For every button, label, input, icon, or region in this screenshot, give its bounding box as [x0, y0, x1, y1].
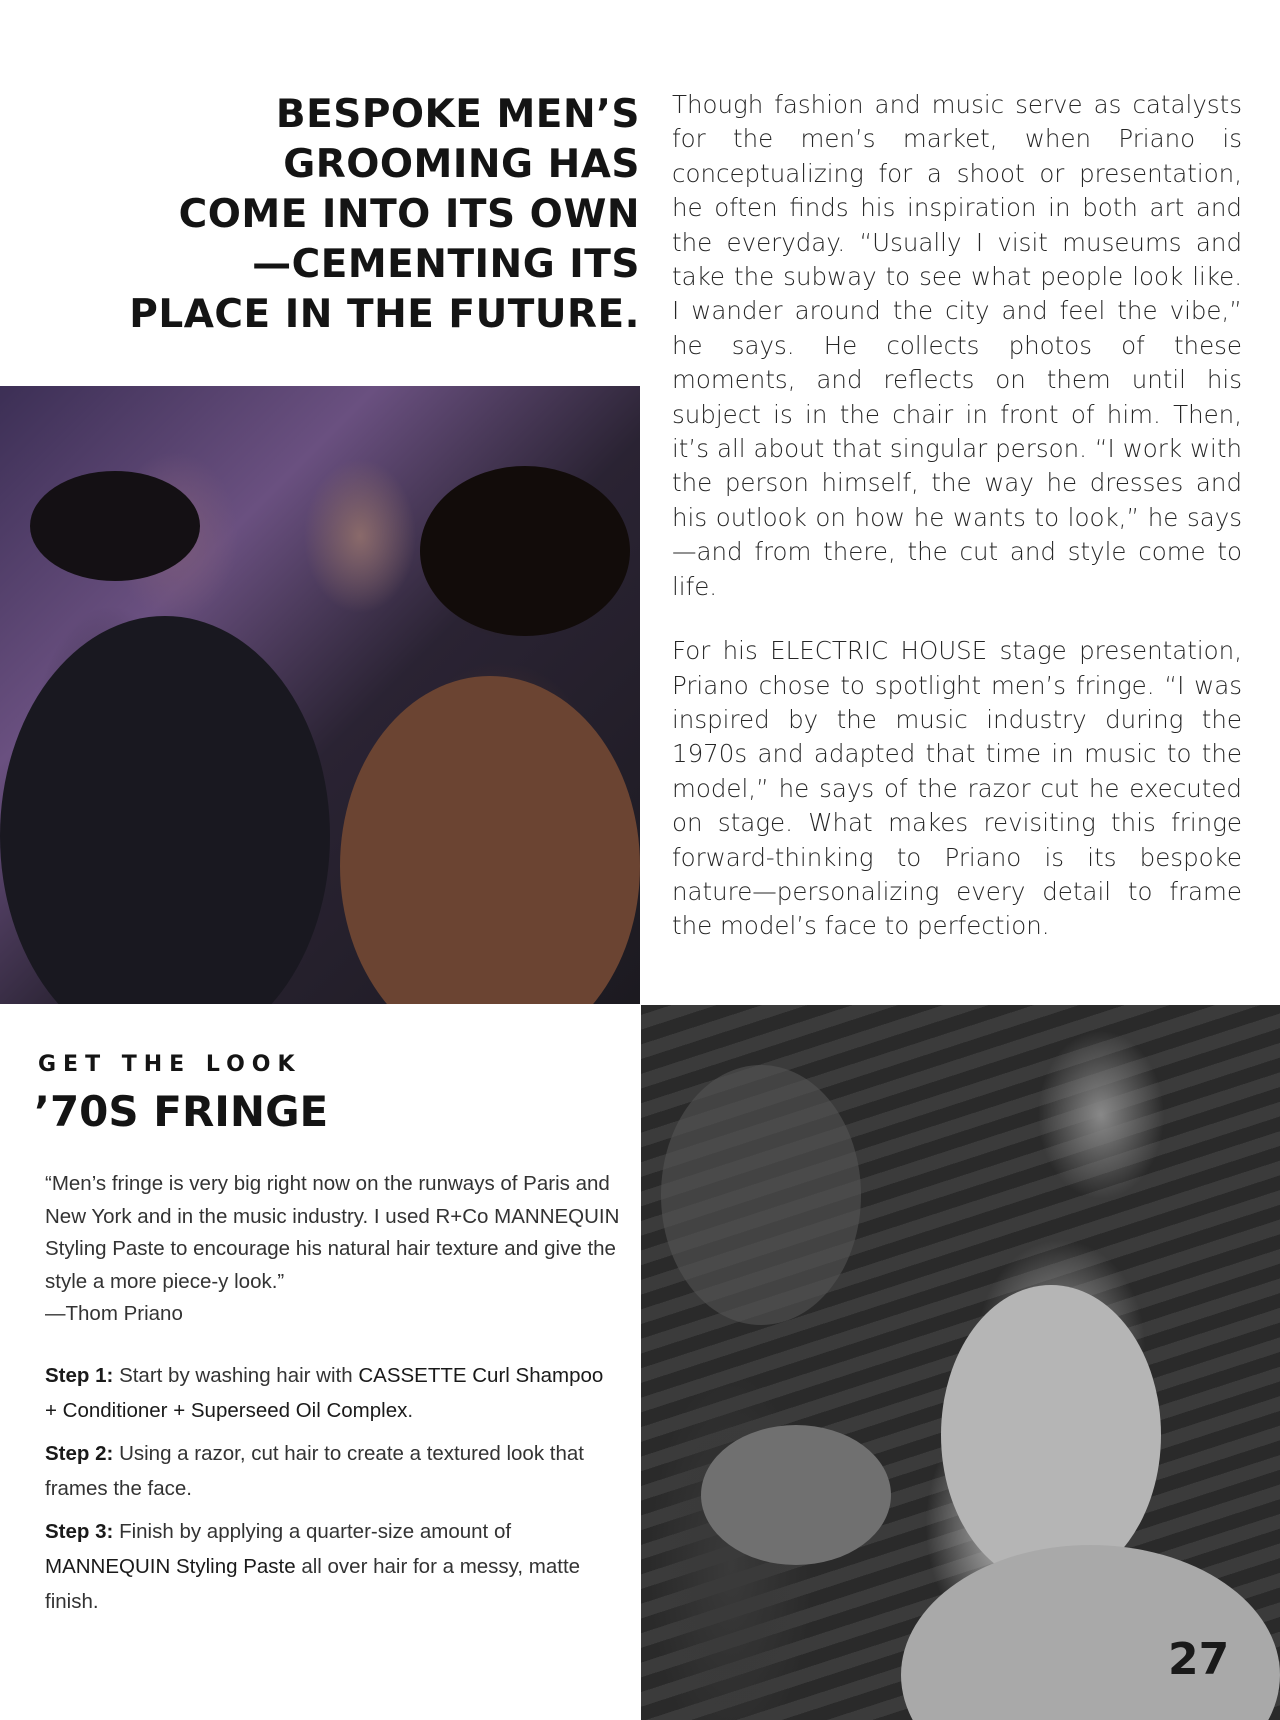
headline-line: COME INTO ITS OWN	[178, 192, 640, 237]
stylist-cutting-fringe-photo	[641, 1005, 1280, 1720]
step-label: Step 2:	[45, 1442, 114, 1465]
headline-line: —CEMENTING ITS	[252, 242, 640, 287]
headline-line: PLACE IN THE FUTURE.	[129, 292, 640, 337]
step-label: Step 3:	[45, 1520, 114, 1543]
headline-line: BESPOKE MEN’S	[275, 92, 640, 137]
model-face-figure	[941, 1285, 1161, 1585]
get-the-look-kicker: GET THE LOOK	[38, 1052, 302, 1077]
quote-attribution: —Thom Priano	[45, 1302, 183, 1326]
stylist-hand-figure	[701, 1425, 891, 1565]
blurred-background-figure	[661, 1065, 861, 1325]
step-product: MANNEQUIN Styling Paste	[45, 1555, 296, 1578]
article-body	[672, 88, 1242, 974]
model-hair-figure	[420, 466, 630, 636]
steps-list	[45, 1358, 615, 1627]
model-shoulders-figure	[901, 1545, 1280, 1720]
step-product: CASSETTE Curl Shampoo + Conditioner + Superseed Oil Complex	[45, 1364, 604, 1422]
headline-line: GROOMING HAS	[283, 142, 640, 187]
step-text: Finish by applying a quarter-size amount of	[119, 1520, 512, 1543]
stylist-spraying-model-photo	[0, 386, 640, 1004]
model-torso-figure	[340, 676, 640, 1004]
step-item	[45, 1436, 615, 1506]
headline	[120, 90, 640, 340]
quote-text: “Men’s fringe is very big right now on the runways of Paris and New York and in the music industry. I used R+Co MANNEQUIN Styling Paste to encourage his natural hair texture and give the style a more piece-y look.”	[45, 1172, 620, 1293]
look-title: ’70S FRINGE	[34, 1087, 329, 1136]
article-paragraph: For his ELECTRIC HOUSE stage presentation, Priano chose to spotlight men’s fringe. “I was inspired by the music industry during the 1970s and adapted that time in music to the model,” he says of the razor cut he executed on stage. What makes revisiting this fringe forward-thinking to Priano is its bespoke nature—personalizing every detail to frame the model’s face to perfection.	[672, 636, 1242, 941]
stylist-hat-figure	[30, 471, 200, 581]
step-item	[45, 1358, 615, 1428]
stylist-quote	[45, 1168, 625, 1331]
step-item	[45, 1514, 615, 1619]
step-text: Using a razor, cut hair to create a textured look that frames the face.	[45, 1442, 584, 1500]
step-label: Step 1:	[45, 1364, 114, 1387]
article-paragraph: Though fashion and music serve as catalysts for the men’s market, when Priano is conceptualizing for a shoot or presentation, he often finds his inspiration in both art and the everyday. “Usually I visit museums and take the subway to see what people look like. I wander around the city and feel the vibe,” he says. He collects photos of these moments, and reflects on them until his subject is in the chair in front of him. Then, it’s all about that singular person. “I work with the person himself, the way he dresses and his outlook on how he wants to look,” he says—and from there, the cut and style come to life.	[672, 90, 1242, 601]
stylist-jacket-figure	[0, 616, 330, 1004]
page-number: 27	[1168, 1634, 1230, 1685]
step-text: .	[407, 1399, 414, 1422]
step-text: Start by washing hair with	[119, 1364, 353, 1387]
step-text: all over hair for a messy, matte finish.	[45, 1555, 581, 1613]
